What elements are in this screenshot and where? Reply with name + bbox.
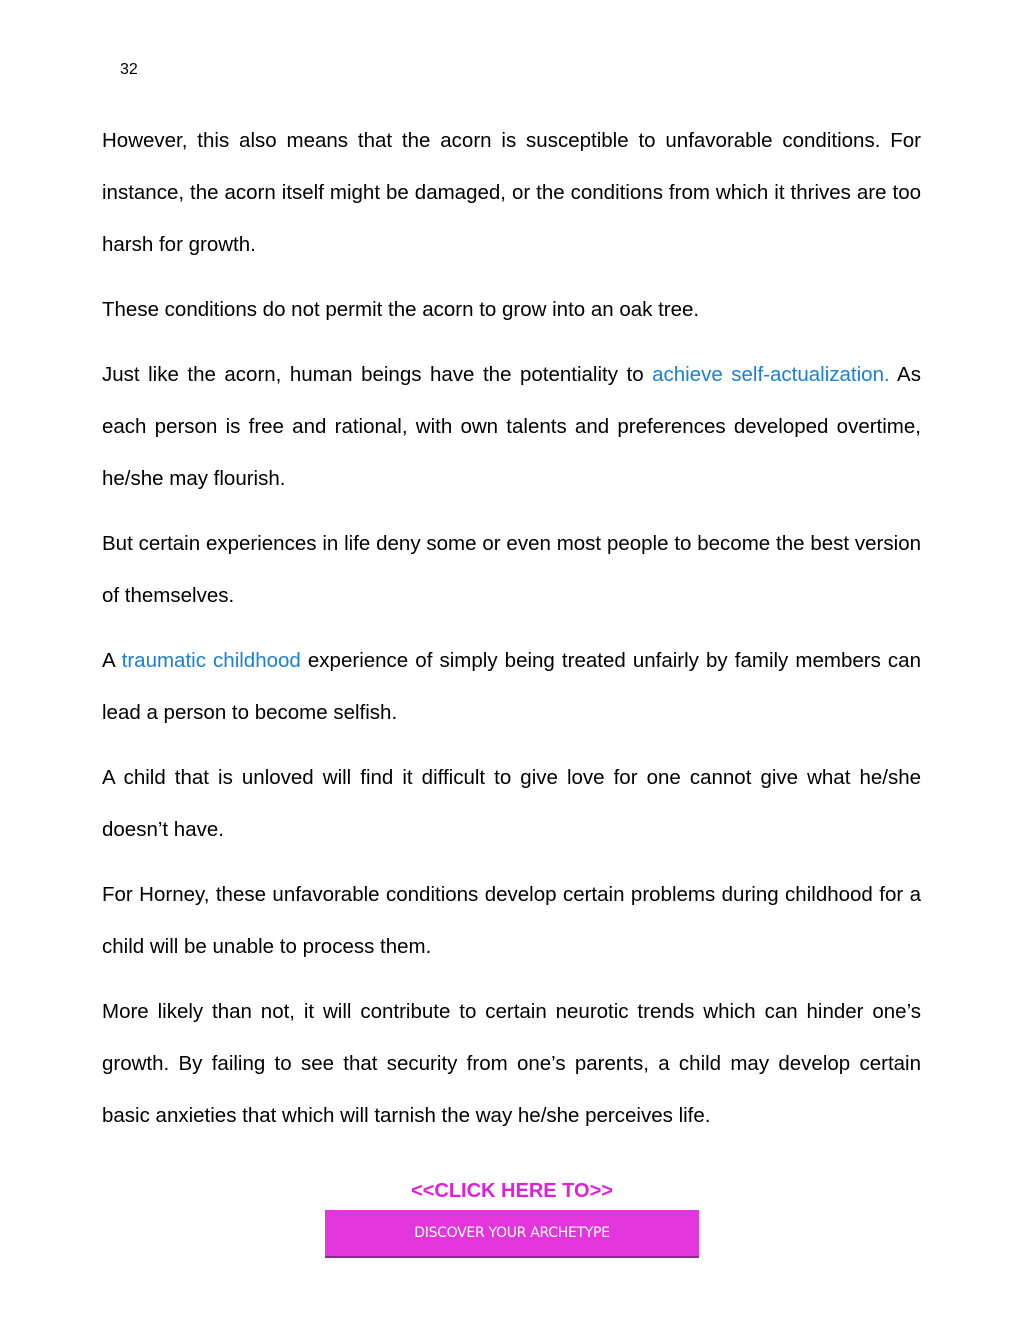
paragraph-human-potentiality xyxy=(102,349,921,505)
paragraph-acorn-conditions: These conditions do not permit the acorn to grow into an oak tree. xyxy=(102,298,700,321)
discover-archetype-button-label: DISCOVER YOUR ARCHETYPE xyxy=(414,1225,610,1241)
self-actualization-link[interactable]: achieve self-actualization. xyxy=(652,363,890,386)
paragraph-text: As each person is free and rational, with own talents and preferences developed overtime, he/she may flourish. xyxy=(102,363,921,490)
page-number: 32 xyxy=(120,61,138,78)
click-here-link[interactable]: <<CLICK HERE TO>> xyxy=(411,1180,613,1202)
paragraph-certain-experiences: But certain experiences in life deny some or even most people to become the best version of themselves. xyxy=(102,532,921,607)
paragraph-unloved-child: A child that is unloved will find it difficult to give love for one cannot give what he/she doesn’t have. xyxy=(102,766,921,841)
document-body xyxy=(102,115,921,1142)
paragraph-text: experience of simply being treated unfairly by family members can lead a person to become selfish. xyxy=(102,649,921,724)
traumatic-childhood-link[interactable]: traumatic childhood xyxy=(121,649,301,672)
discover-archetype-button[interactable] xyxy=(325,1210,699,1258)
paragraph-traumatic-childhood xyxy=(102,635,921,739)
paragraph-horney: For Horney, these unfavorable conditions develop certain problems during childhood for a child will be unable to process them. xyxy=(102,883,921,958)
paragraph-neurotic-trends: More likely than not, it will contribute to certain neurotic trends which can hinder one’s growth. By failing to see that security from one’s parents, a child may develop certain basic anxieties that which will tarnish the way he/she perceives life. xyxy=(102,1000,921,1127)
paragraph-text: Just like the acorn, human beings have the potentiality to xyxy=(102,363,653,386)
paragraph-acorn-susceptible: However, this also means that the acorn is susceptible to unfavorable conditions. For instance, the acorn itself might be damaged, or the conditions from which it thrives are too harsh for growth. xyxy=(102,129,921,256)
paragraph-text: A xyxy=(102,649,122,672)
